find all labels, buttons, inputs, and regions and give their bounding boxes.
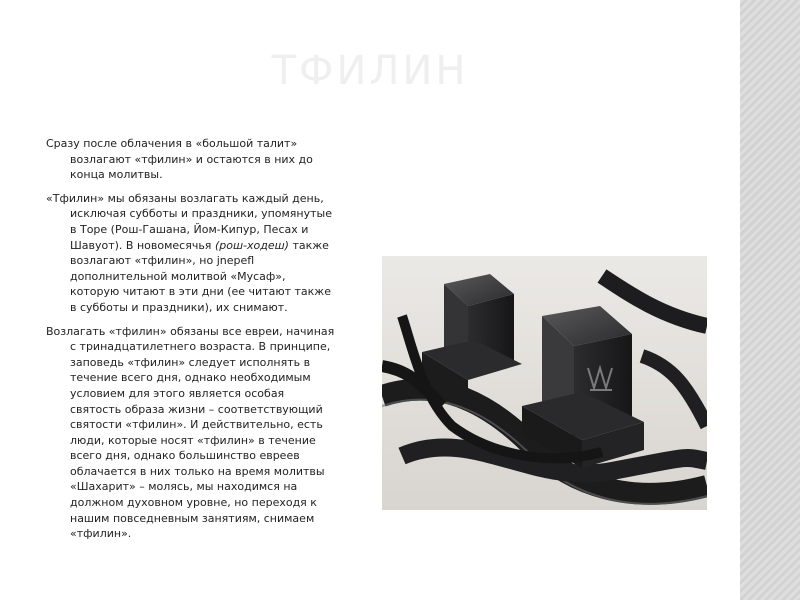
slide-title: ТФИЛИН — [271, 48, 469, 94]
side-decoration-bar — [740, 0, 800, 600]
paragraph-1-text: Сразу после облачения в «большой талит» возлагают «тфилин» и остаются в них до конца молитвы. — [46, 137, 313, 182]
tefillin-illustration — [382, 256, 707, 510]
paragraph-2-text-before: «Тфилин» мы обязаны возлагать каждый день, исключая субботы и праздники, упомянутые в Торе (Рош-Гашана, Йом-Кипур, Песах и Шавуот). В новомесячья — [46, 191, 332, 252]
paragraph-3 — [46, 324, 338, 542]
paragraph-2 — [46, 191, 338, 316]
paragraph-2-emphasis: (рош-ходеш) — [214, 238, 289, 252]
slide-body — [46, 136, 338, 550]
paragraph-2-text-after: также возлагают «тфилин», но jnepefl дополнительной молитвой «Мусаф», которую читают в эти дни (ее читают также в субботы и праздники), их снимают. — [70, 238, 331, 314]
tefillin-photo — [382, 256, 707, 510]
paragraph-3-text: Возлагать «тфилин» обязаны все евреи, начиная с тринадцатилетнего возраста. В принципе, заповедь «тфилин» следует исполнять в течение всего дня, однако необходимым условием для этого является особая святость образа жизни – соответствующий святости «тфилин». И действительно, есть люди, которые носят «тфилин» в течение всего дня, однако большинство евреев облачается в них только на время молитвы «Шахарит» – молясь, мы находимся на должном духовном уровне, но переходя к нашим повседневным занятиям, снимаем «тфилин». — [46, 324, 335, 541]
paragraph-1 — [46, 136, 338, 183]
